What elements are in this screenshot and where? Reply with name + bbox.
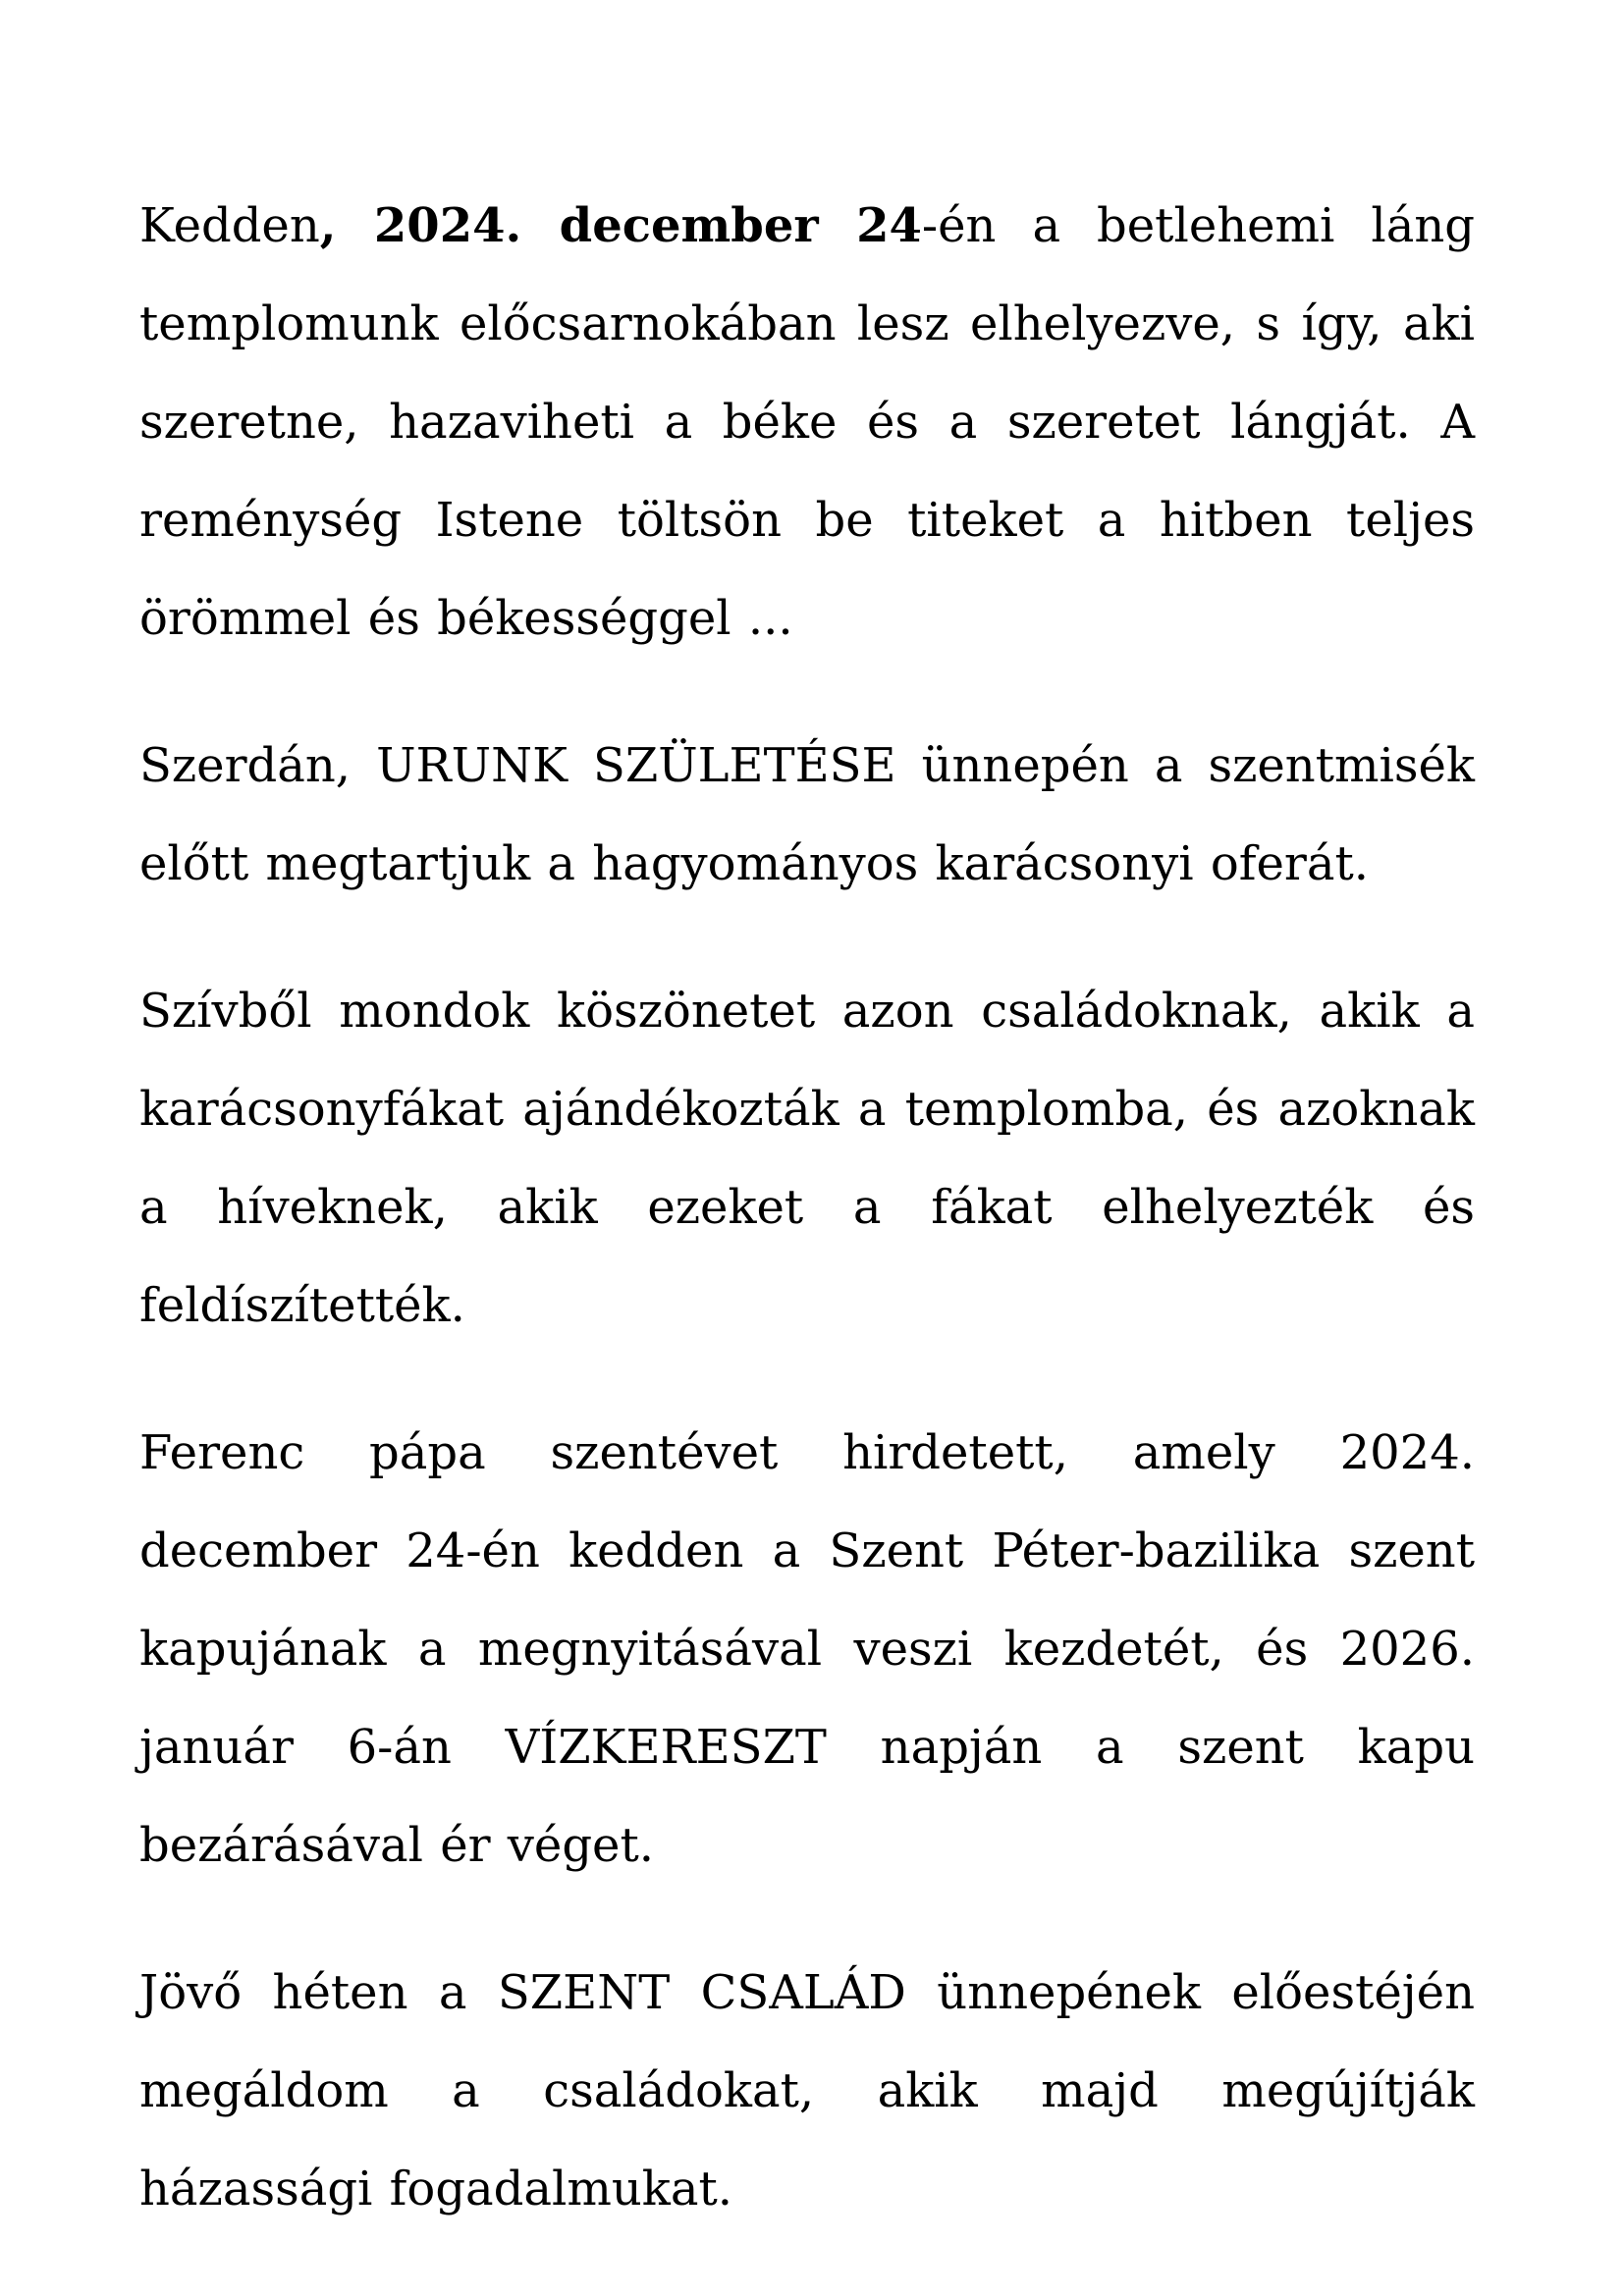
bold-text-run: , 2024. december 24 xyxy=(319,198,922,253)
paragraph xyxy=(139,177,1475,667)
document-body xyxy=(139,177,1475,2238)
paragraph xyxy=(139,962,1475,1355)
text-run: Ferenc pápa szentévet hirdetett, amely 2024. december 24-én kedden a Szent Péter-bazilika szent kapujának a megnyitásával veszi kezdetét, és 2026. január 6-án VÍZKERESZT napján a szent kapu bezárásával ér véget. xyxy=(139,1425,1475,1873)
text-run: Jövő héten a SZENT CSALÁD ünnepének előestéjén megáldom a családokat, akik majd megújítják házassági fogadalmukat. xyxy=(139,1965,1475,2216)
text-run: Szívből mondok köszönetet azon családoknak, akik a karácsonyfákat ajándékozták a templomba, és azoknak a híveknek, akik ezeket a fákat elhelyezték és feldíszítették. xyxy=(139,984,1475,1333)
text-run: Szerdán, URUNK SZÜLETÉSE ünnepén a szentmisék előtt megtartjuk a hagyományos karácsonyi oferát. xyxy=(139,738,1475,891)
text-run: -én a betlehemi láng templomunk előcsarnokában lesz elhelyezve, s így, aki szeretne, hazaviheti a béke és a szeretet lángját. A reménység Istene töltsön be titeket a hitben teljes örömmel és békességgel ... xyxy=(139,198,1475,646)
text-run: Kedden xyxy=(139,198,320,253)
paragraph xyxy=(139,1944,1475,2238)
paragraph xyxy=(139,1404,1475,1895)
paragraph xyxy=(139,717,1475,913)
